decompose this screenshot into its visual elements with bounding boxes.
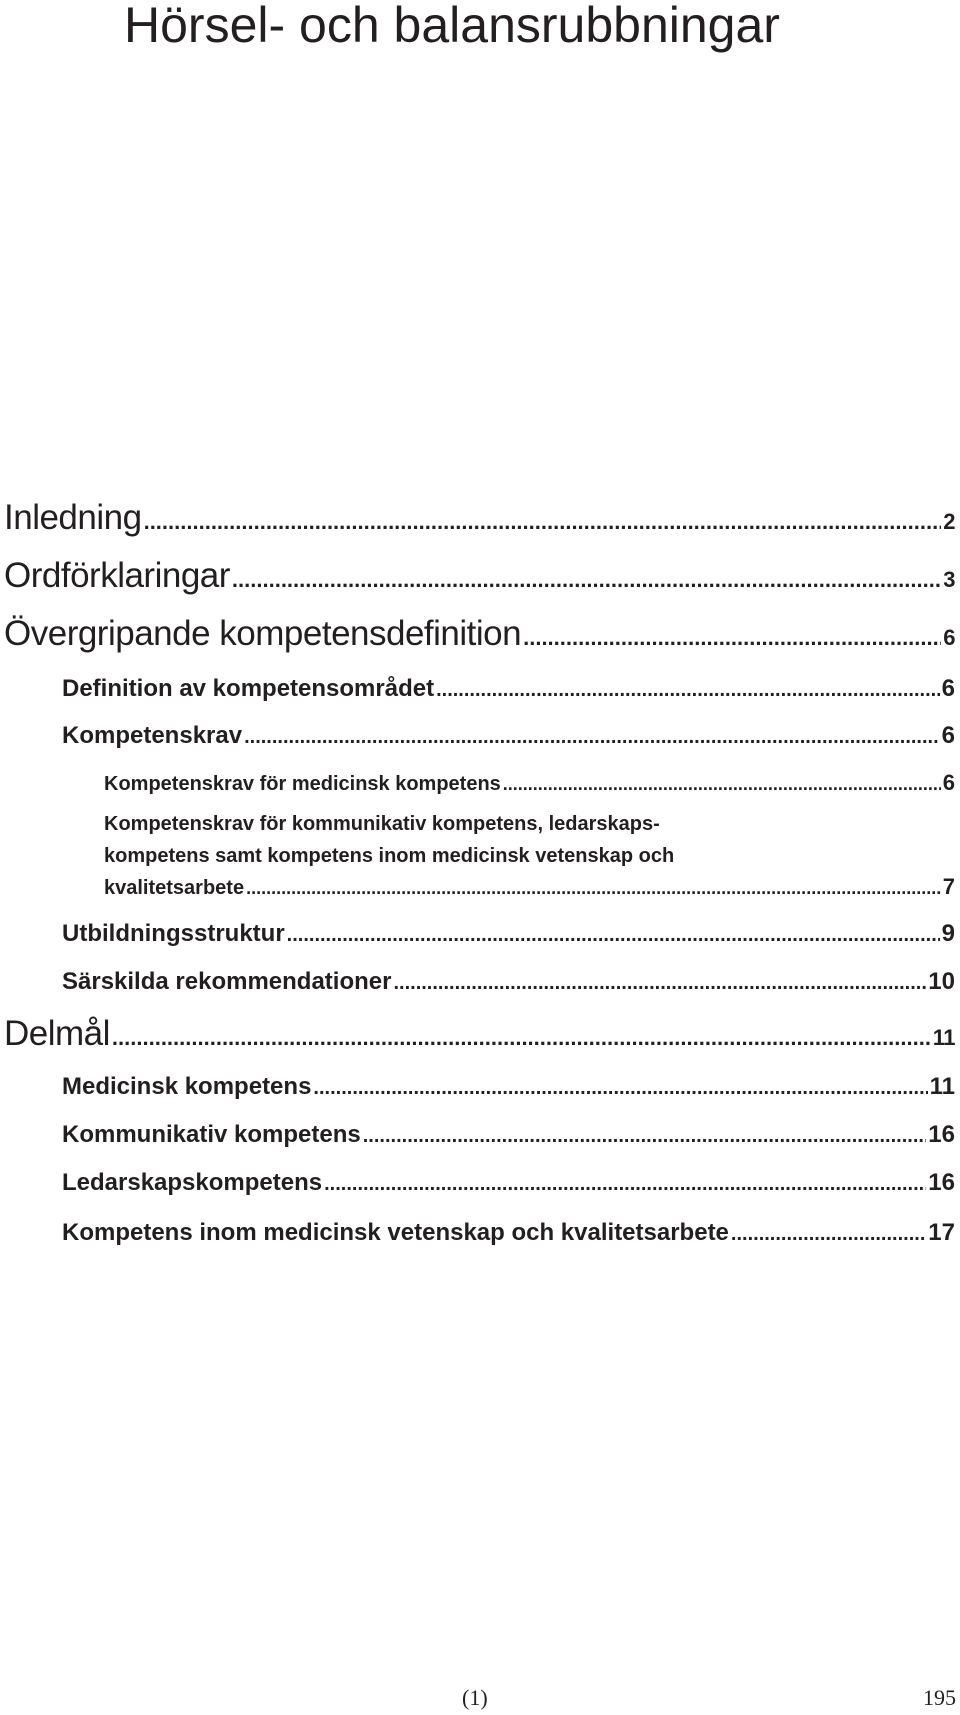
toc-dot-leader <box>523 625 941 651</box>
toc-entry-label: Kommunikativ kompetens <box>62 1121 361 1148</box>
toc-page-number: 17 <box>928 1219 955 1246</box>
toc-dot-leader <box>324 1173 926 1196</box>
document-title: Hörsel- och balansrubbningar <box>124 0 780 53</box>
toc-dot-leader <box>244 726 940 749</box>
toc-dot-leader <box>313 1077 927 1100</box>
toc-page-number: 11 <box>932 1025 955 1050</box>
toc-entry-label: Övergripande kompetensdefinition <box>4 614 522 653</box>
toc-entry-inledning[interactable] <box>4 498 955 538</box>
toc-dot-leader <box>436 679 940 702</box>
toc-page-number: 6 <box>942 770 955 795</box>
toc-entry-ledarskapskompetens[interactable] <box>62 1169 955 1197</box>
toc-entry-kompetens-medicinsk-vetenskap[interactable] <box>62 1219 955 1247</box>
toc-dot-leader <box>144 509 942 535</box>
toc-dot-leader <box>112 1025 931 1051</box>
toc-entry-label: Kompetens inom medicinsk vetenskap och kvalitetsarbete <box>62 1219 729 1246</box>
toc-entry-ordforklaringar[interactable] <box>4 556 955 596</box>
toc-page-number: 9 <box>941 920 955 947</box>
toc-entry-kompetenskrav[interactable] <box>62 722 955 750</box>
toc-page-number: 16 <box>928 1169 955 1196</box>
toc-entry-label: kvalitetsarbete <box>104 877 245 899</box>
footer-center-marker: (1) <box>462 1685 488 1710</box>
toc-entry-label: Ledarskapskompetens <box>62 1169 323 1196</box>
toc-dot-leader <box>731 1223 926 1246</box>
toc-dot-leader <box>503 774 941 795</box>
toc-page-number: 7 <box>942 874 955 899</box>
toc-entry-kompetenskrav-kommunikativ[interactable] <box>104 874 955 900</box>
toc-entry-delmal[interactable] <box>4 1014 955 1054</box>
toc-page-number: 6 <box>941 722 955 749</box>
toc-entry-label: Särskilda rekommendationer <box>62 968 392 995</box>
toc-page-number: 6 <box>941 675 955 702</box>
toc-entry-definition-av-kompetensomradet[interactable] <box>62 675 955 703</box>
toc-page-number: 10 <box>928 968 955 995</box>
toc-entry-label: Kompetenskrav <box>62 722 243 749</box>
toc-dot-leader <box>287 924 940 947</box>
toc-page-number: 16 <box>928 1121 955 1148</box>
toc-entry-label: Ordförklaringar <box>4 556 230 595</box>
toc-entry-kommunikativ-kompetens[interactable] <box>62 1121 955 1149</box>
toc-entry-kompetenskrav-medicinsk[interactable] <box>104 770 955 796</box>
toc-entry-label: Delmål <box>4 1014 110 1053</box>
toc-entry-kompetenskrav-kommunikativ-line2: kompetens samt kompetens inom medicinsk vetenskap och <box>104 845 675 867</box>
toc-entry-label: Kompetenskrav för medicinsk kompetens <box>104 773 501 795</box>
toc-entry-label: Inledning <box>4 498 142 537</box>
toc-entry-label: Definition av kompetensområdet <box>62 675 435 702</box>
toc-dot-leader <box>393 972 926 995</box>
toc-entry-medicinsk-kompetens[interactable] <box>62 1073 955 1101</box>
toc-page-number: 3 <box>943 567 955 592</box>
toc-dot-leader <box>232 567 941 593</box>
toc-entry-sarskilda-rekommendationer[interactable] <box>62 968 955 996</box>
toc-entry-kompetenskrav-kommunikativ-line1: Kompetenskrav för kommunikativ kompetens, ledarskaps- <box>104 813 660 835</box>
toc-entry-label: Utbildningsstruktur <box>62 920 285 947</box>
toc-entry-utbildningsstruktur[interactable] <box>62 920 955 948</box>
toc-page-number: 6 <box>943 625 955 650</box>
toc-entry-label: Medicinsk kompetens <box>62 1073 312 1100</box>
toc-entry-overgripande-kompetensdefinition[interactable] <box>4 614 955 654</box>
toc-dot-leader <box>246 878 941 899</box>
toc-dot-leader <box>363 1125 927 1148</box>
footer-page-number: 195 <box>923 1685 956 1710</box>
toc-page-number: 11 <box>929 1073 955 1100</box>
toc-page-number: 2 <box>943 509 955 534</box>
